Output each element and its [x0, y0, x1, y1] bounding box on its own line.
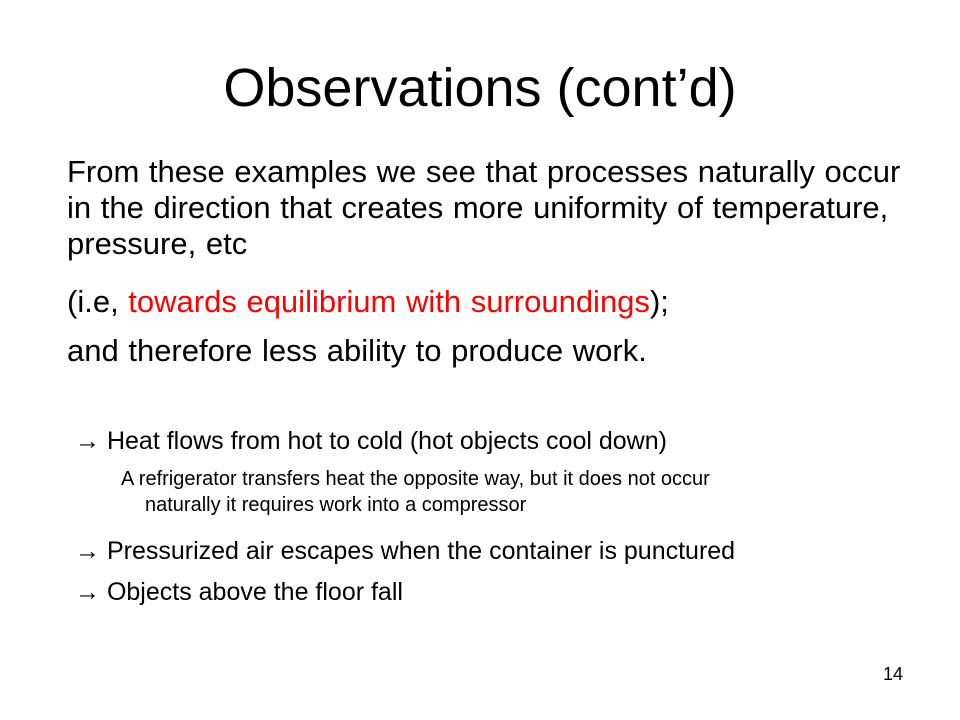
conclusion-paragraph: and therefore less ability to produce work.	[67, 333, 647, 368]
equilibrium-suffix: );	[649, 284, 669, 319]
refrigerator-note	[121, 466, 921, 518]
bullet-text: Pressurized air escapes when the container is punctured	[106, 537, 736, 565]
equilibrium-paragraph	[67, 284, 927, 320]
refrigerator-note-line2: naturally it requires work into a compressor	[145, 494, 527, 516]
equilibrium-highlight: towards equilibrium with surroundings	[128, 284, 650, 319]
equilibrium-prefix: (i.e,	[67, 284, 129, 319]
bullet-heat-flow	[75, 426, 945, 456]
slide-title: Observations (cont’d)	[223, 58, 737, 118]
bullet-objects-fall	[75, 577, 945, 607]
arrow-right-icon: →	[75, 578, 100, 606]
page-number: 14	[882, 664, 903, 684]
bullet-text: Objects above the floor fall	[106, 578, 403, 606]
arrow-right-icon: →	[75, 427, 100, 455]
arrow-right-icon: →	[75, 537, 100, 565]
bullet-pressurized-air	[75, 536, 945, 566]
refrigerator-note-line1: A refrigerator transfers heat the opposite way, but it does not occur	[121, 468, 710, 490]
bullet-text: Heat flows from hot to cold (hot objects cool down)	[106, 427, 667, 455]
intro-paragraph: From these examples we see that processes naturally occur in the direction that creates more uniformity of temperature, pressure, etc	[67, 154, 901, 261]
